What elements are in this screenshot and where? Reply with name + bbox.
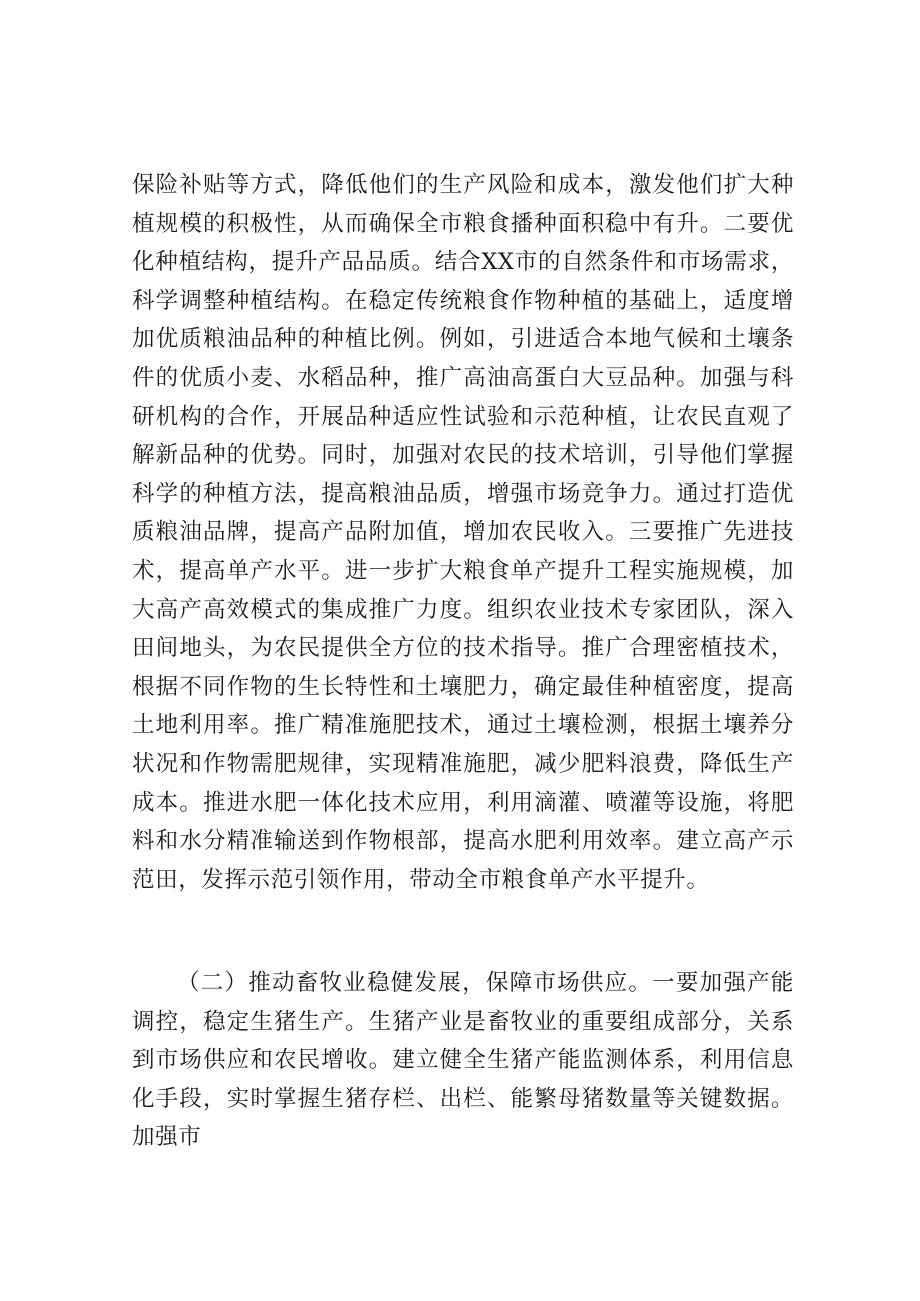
body-paragraph-grain-production: 保险补贴等方式，降低他们的生产风险和成本，激发他们扩大种植规模的积极性，从而确保全市粮食播种面积稳中有升。二要优化种植结构，提升产品品质。结合XX市的自然条件和市场需求，科学调整种植结构。在稳定传统粮食作物种植的基础上，适度增加优质粮油品种的种植比例。例如，引进适合本地气候和土壤条件的优质小麦、水稻品种，推广高油高蛋白大豆品种。加强与科研机构的合作，开展品种适应性试验和示范种植，让农民直观了解新品种的优势。同时，加强对农民的技术培训，引导他们掌握科学的种植方法，提高粮油品质，增强市场竞争力。通过打造优质粮油品牌，提高产品附加值，增加农民收入。三要推广先进技术，提高单产水平。进一步扩大粮食单产提升工程实施规模，加大高产高效模式的集成推广力度。组织农业技术专家团队，深入田间地头，为农民提供全方位的技术指导。推广合理密植技术，根据不同作物的生长特性和土壤肥力，确定最佳种植密度，提高土地利用率。推广精准施肥技术，通过土壤检测，根据土壤养分状况和作物需肥规律，实现精准施肥，减少肥料浪费，降低生产成本。推进水肥一体化技术应用，利用滴灌、喷灌等设施，将肥料和水分精准输送到作物根部，提高水肥利用效率。建立高产示范田，发挥示范引领作用，带动全市粮食单产水平提升。 bbox=[132, 172, 794, 893]
body-paragraph-livestock-development: （二）推动畜牧业稳健发展，保障市场供应。一要加强产能调控，稳定生猪生产。生猪产业是畜牧业的重要组成部分，关系到市场供应和农民增收。建立健全生猪产能监测体系，利用信息化手段，实时掌握生猪存栏、出栏、能繁母猪数量等关键数据。加强市 bbox=[132, 970, 794, 1151]
